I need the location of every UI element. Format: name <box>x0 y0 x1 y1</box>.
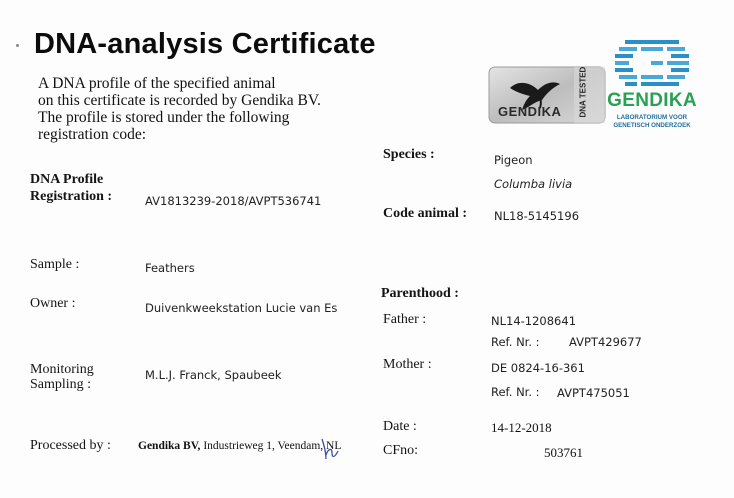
processed-company: Gendika BV, <box>138 440 201 452</box>
code-animal-value: NL18-5145196 <box>494 209 580 223</box>
gendika-logo <box>607 38 697 138</box>
intro-text <box>38 75 338 143</box>
signature-mark <box>318 433 350 463</box>
date-label: Date : <box>383 419 417 434</box>
parenthood-label: Parenthood : <box>381 286 459 301</box>
intro-line: registration code: <box>38 126 147 143</box>
signature-graphic <box>318 433 350 463</box>
mother-ref-value: AVPT475051 <box>557 386 630 400</box>
father-label: Father : <box>383 312 427 327</box>
gendika-logo-icon <box>607 38 697 90</box>
sample-value: Feathers <box>145 261 195 275</box>
logo-subtitle-line: GENETISCH ONDERZOEK <box>613 122 691 129</box>
registration-label-line1: DNA Profile <box>30 172 104 187</box>
intro-line: A DNA profile of the specified animal <box>38 75 276 92</box>
father-ref-label: Ref. Nr. : <box>491 335 540 349</box>
owner-value: Duivenkweekstation Lucie van Es <box>145 301 338 315</box>
logo-subtitle-line: LABORATORIUM VOOR <box>616 114 688 121</box>
owner-label: Owner : <box>30 296 76 311</box>
species-value: Pigeon <box>494 153 533 167</box>
monitoring-label-line1: Monitoring <box>30 362 94 377</box>
cfno-value: 503761 <box>544 445 583 460</box>
species-label: Species : <box>383 147 435 162</box>
processed-address: Industrieweg 1, Veendam, NL <box>200 440 342 452</box>
intro-line: The profile is stored under the following <box>38 109 290 126</box>
code-animal-label: Code animal : <box>383 206 467 221</box>
gendika-logo-subtitle <box>607 114 697 130</box>
dna-tested-seal <box>488 66 606 124</box>
monitoring-value: M.L.J. Franck, Spaubeek <box>145 368 282 382</box>
cfno-label: CFno: <box>383 443 419 458</box>
processed-value <box>138 440 341 452</box>
father-value: NL14-1208641 <box>491 314 577 328</box>
speck-mark <box>16 44 19 47</box>
monitoring-label-line2: Sampling : <box>30 377 92 392</box>
mother-label: Mother : <box>383 357 432 372</box>
species-latin-value: Columba livia <box>494 177 573 191</box>
certificate-title: DNA-analysis Certificate <box>34 28 376 60</box>
intro-line: on this certificate is recorded by Gendika BV. <box>38 92 321 109</box>
gendika-logo-name: GENDIKA <box>607 90 697 111</box>
father-ref-value: AVPT429677 <box>569 335 642 349</box>
registration-code-value: AV1813239-2018/AVPT536741 <box>145 194 322 208</box>
sample-label: Sample : <box>30 257 80 272</box>
registration-label-line2: Registration : <box>30 189 113 204</box>
seal-side-text: DNA TESTED <box>578 66 588 118</box>
mother-value: DE 0824-16-361 <box>491 361 585 375</box>
processed-label: Processed by : <box>30 438 111 453</box>
mother-ref-label: Ref. Nr. : <box>491 385 540 399</box>
date-value: 14-12-2018 <box>491 420 552 435</box>
seal-text: GENDIKA <box>498 104 562 119</box>
